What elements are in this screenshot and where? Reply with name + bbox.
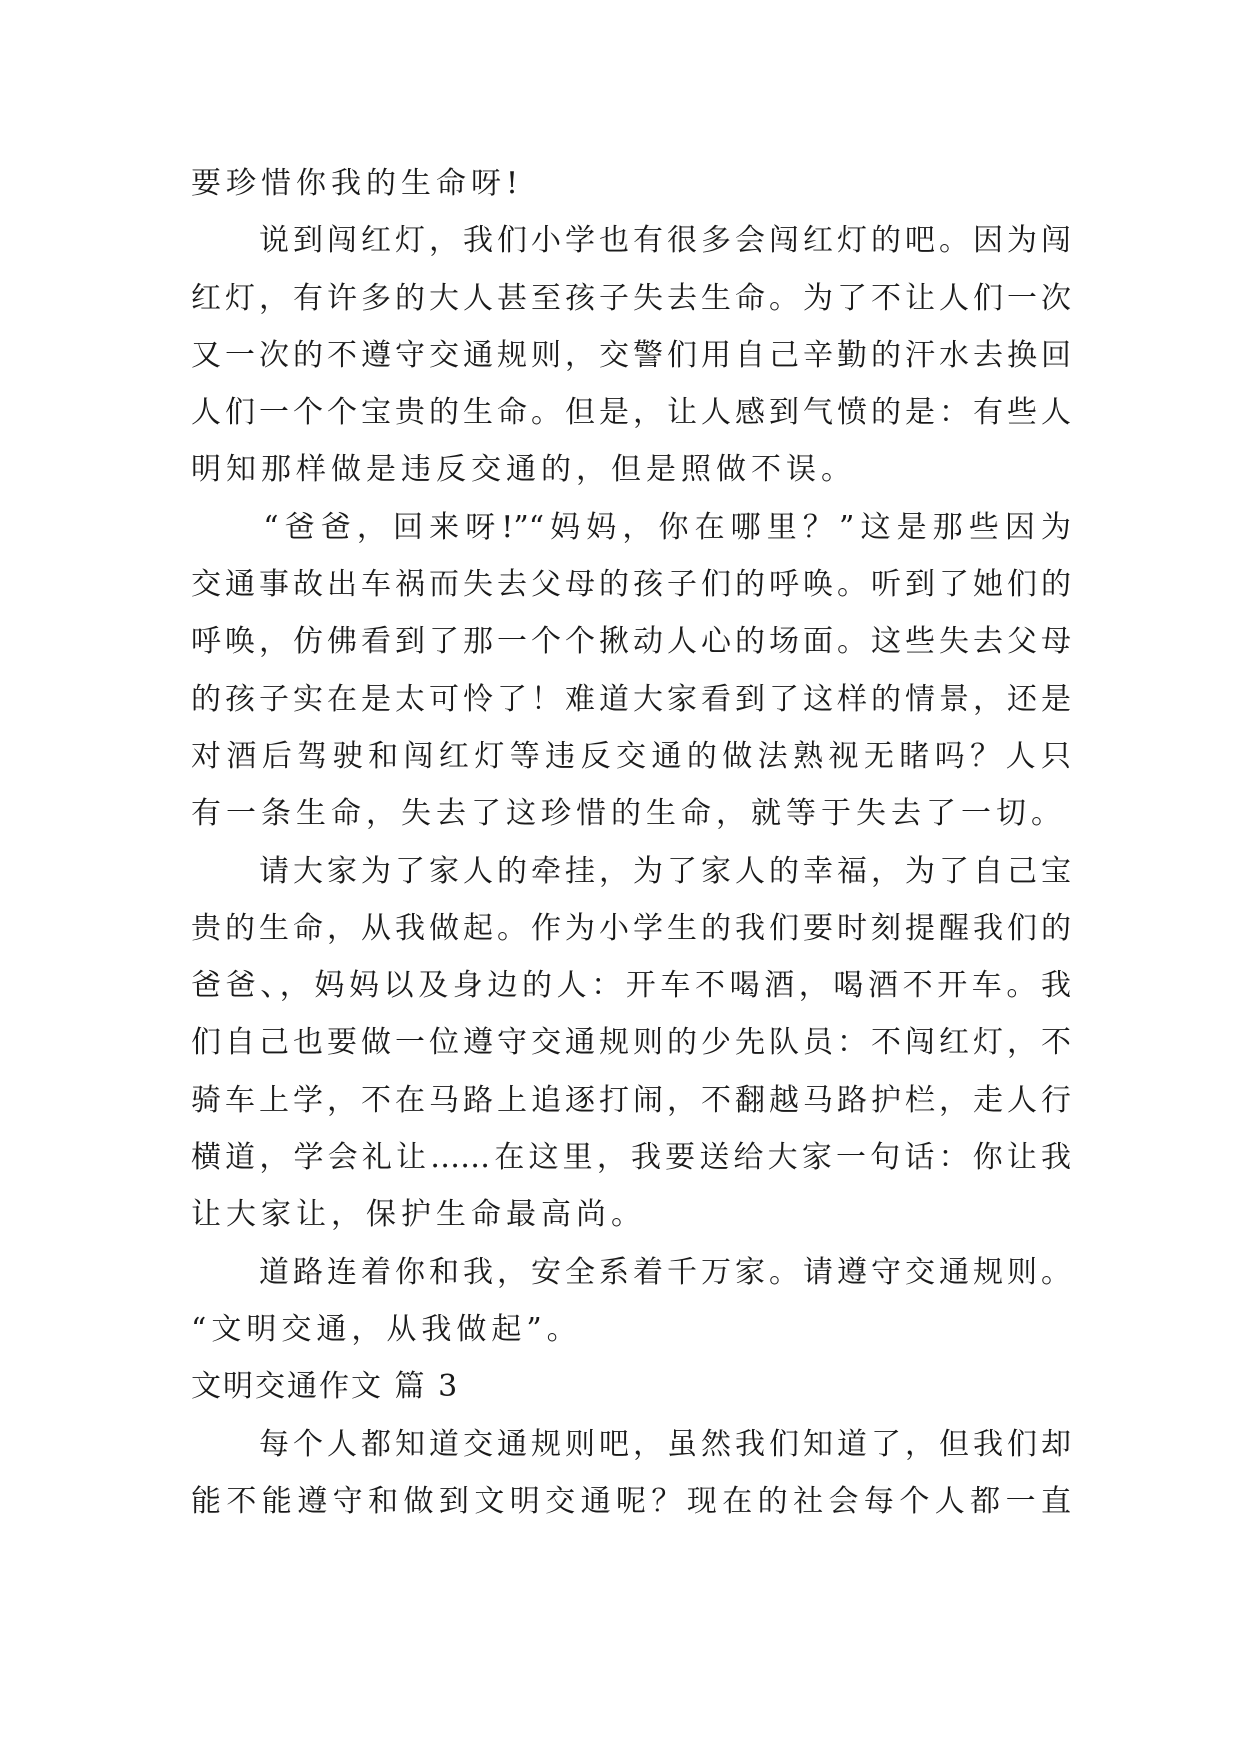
text-line: 请大家为了家人的牵挂，为了家人的幸福，为了自己宝: [191, 853, 1071, 889]
text-line: 贵的生命，从我做起。作为小学生的我们要时刻提醒我们的: [191, 910, 1071, 946]
text-line: “文明交通，从我做起”。: [191, 1311, 582, 1347]
text-line: 对酒后驾驶和闯红灯等违反交通的做法熟视无睹吗？人只: [191, 738, 1071, 774]
text-line: 又一次的不遵守交通规则，交警们用自己辛勤的汗水去换回: [191, 337, 1071, 373]
text-line: 交通事故出车祸而失去父母的孩子们的呼唤。听到了她们的: [191, 567, 1071, 603]
text-line: 呼唤，仿佛看到了那一个个揪动人心的场面。这些失去父母: [191, 624, 1071, 660]
text-line: 有一条生命，失去了这珍惜的生命，就等于失去了一切。: [191, 796, 1066, 832]
text-line: 们自己也要做一位遵守交通规则的少先队员：不闯红灯，不: [191, 1025, 1071, 1061]
text-line: 道路连着你和我，安全系着千万家。请遵守交通规则。: [191, 1254, 1071, 1290]
text-line: “爸爸，回来呀!”“妈妈，你在哪里？”这是那些因为: [191, 509, 1071, 545]
text-line: 红灯，有许多的大人甚至孩子失去生命。为了不让人们一次: [191, 280, 1071, 316]
text-line: 让大家让，保护生命最高尚。: [191, 1197, 646, 1233]
text-line: 横道，学会礼让……在这里，我要送给大家一句话：你让我: [191, 1140, 1071, 1176]
text-line: 明知那样做是违反交通的，但是照做不误。: [191, 452, 856, 488]
text-line: 能不能遵守和做到文明交通呢？现在的社会每个人都一直: [191, 1483, 1071, 1519]
section-heading: 文明交通作文 篇 3: [191, 1369, 460, 1405]
text-line: 爸爸、，妈妈以及身边的人：开车不喝酒，喝酒不开车。我: [191, 968, 1071, 1004]
text-line: 要珍惜你我的生命呀!: [191, 166, 524, 201]
text-line: 人们一个个宝贵的生命。但是，让人感到气愤的是：有些人: [191, 395, 1071, 431]
text-line: 说到闯红灯，我们小学也有很多会闯红灯的吧。因为闯: [191, 223, 1071, 259]
text-line: 的孩子实在是太可怜了！难道大家看到了这样的情景，还是: [191, 681, 1071, 717]
text-line: 每个人都知道交通规则吧，虽然我们知道了，但我们却: [191, 1426, 1071, 1462]
document-body: [191, 155, 1071, 1530]
text-line: 骑车上学，不在马路上追逐打闹，不翻越马路护栏，走人行: [191, 1082, 1071, 1118]
